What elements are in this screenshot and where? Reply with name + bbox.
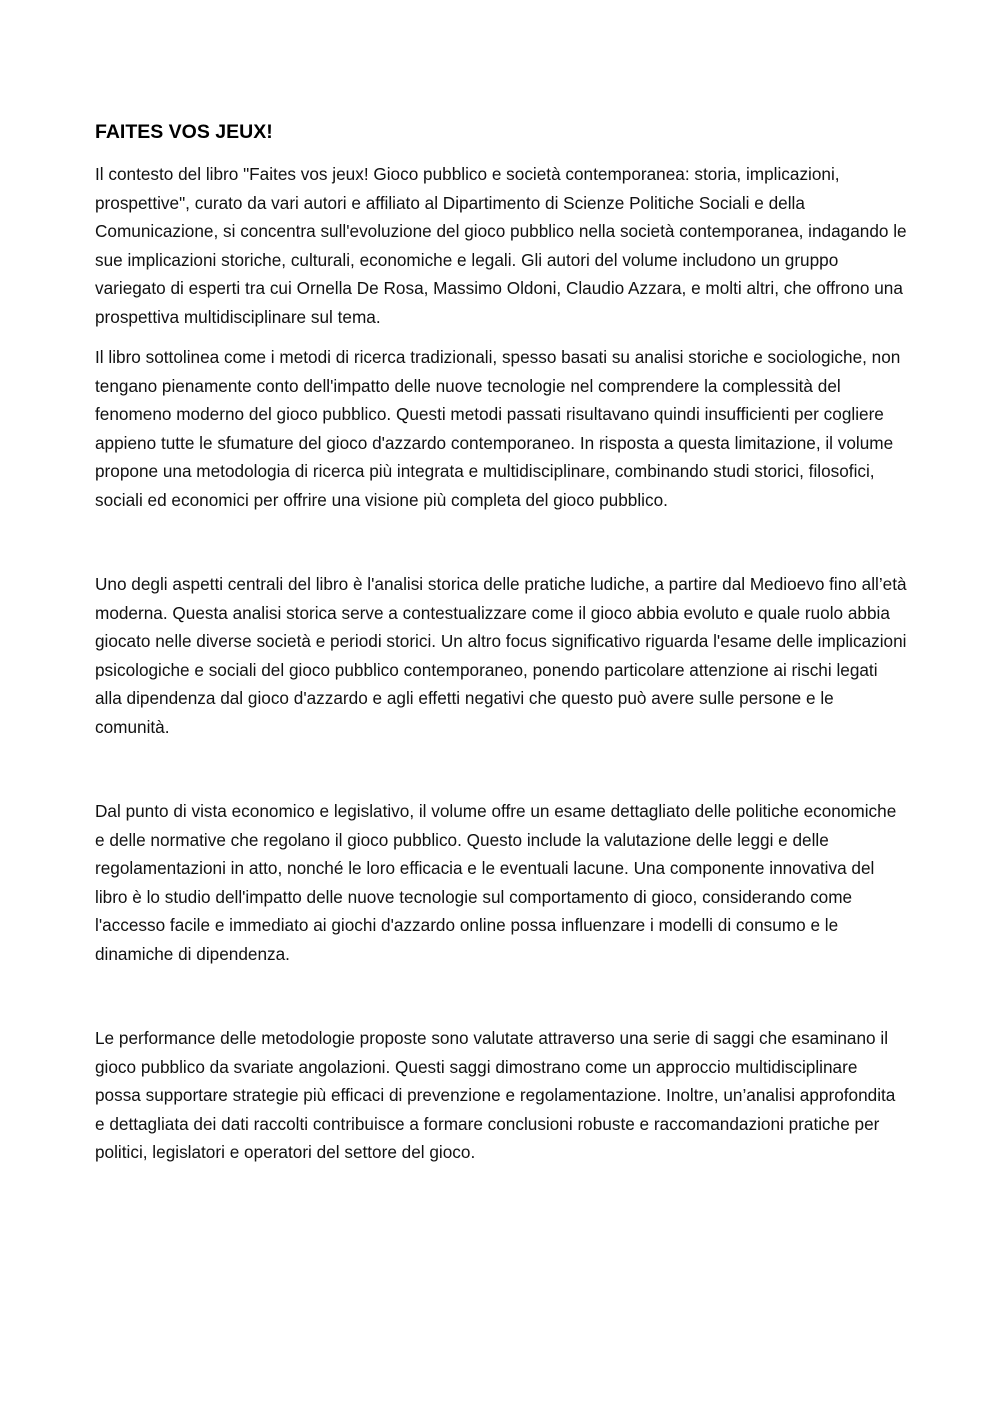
paragraph-spacer: [95, 968, 907, 1024]
document-page: [95, 118, 907, 1167]
paragraph-performance: Le performance delle metodologie proposte sono valutate attraverso una serie di saggi che esaminano il gioco pubblico da svariate angolazioni. Questi saggi dimostrano come un approccio multidisciplinare possa supportare strategie più efficaci di prevenzione e regolamentazione. Inoltre, un’analisi approfondita e dettagliata dei dati raccolti contribuisce a formare conclusioni robuste e raccomandazioni pratiche per politici, legislatori e operatori del settore del gioco.: [95, 1028, 896, 1162]
paragraph-context: Il contesto del libro "Faites vos jeux! Gioco pubblico e società contemporanea: storia, implicazioni, prospettive", curato da vari autori e affiliato al Dipartimento di Scienze Politiche Sociali e della Comunicazione, si concentra sull'evoluzione del gioco pubblico nella società contemporanea, indagando le sue implicazioni storiche, culturali, economiche e legali. Gli autori del volume includono un gruppo variegato di esperti tra cui Ornella De Rosa, Massimo Oldoni, Claudio Azzara, e molti altri, che offrono una prospettiva multidisciplinare sul tema.: [95, 164, 907, 327]
paragraph-economics: Dal punto di vista economico e legislativo, il volume offre un esame dettagliato delle politiche economiche e delle normative che regolano il gioco pubblico. Questo include la valutazione delle leggi e delle regolamentazioni in atto, nonché le loro efficacia e le eventuali lacune. Una componente innovativa del libro è lo studio dell'impatto delle nuove tecnologie sul comportamento di gioco, considerando come l'accesso facile e immediato ai giochi d'azzardo online possa influenzare i modelli di consumo e le dinamiche di dipendenza.: [95, 801, 897, 964]
document-title: FAITES VOS JEUX!: [95, 121, 273, 143]
paragraph-history: Uno degli aspetti centrali del libro è l'analisi storica delle pratiche ludiche, a partire dal Medioevo fino all’età moderna. Questa analisi storica serve a contestualizzare come il gioco abbia evoluto e quale ruolo abbia giocato nelle diverse società e periodi storici. Un altro focus significativo riguarda l'esame delle implicazioni psicologiche e sociali del gioco pubblico contemporaneo, ponendo particolare attenzione ai rischi legati alla dipendenza dal gioco d'azzardo e agli effetti negativi che questo può avere sulle persone e le comunità.: [95, 574, 907, 737]
paragraph-spacer: [95, 514, 907, 570]
paragraph-methods: Il libro sottolinea come i metodi di ricerca tradizionali, spesso basati su analisi storiche e sociologiche, non tengano pienamente conto dell'impatto delle nuove tecnologie nel comprendere la complessità del fenomeno moderno del gioco pubblico. Questi metodi passati risultavano quindi insufficienti per cogliere appieno tutte le sfumature del gioco d'azzardo contemporaneo. In risposta a questa limitazione, il volume propone una metodologia di ricerca più integrata e multidisciplinare, combinando studi storici, filosofici, sociali ed economici per offrire una visione più completa del gioco pubblico.: [95, 347, 901, 510]
paragraph-spacer: [95, 741, 907, 797]
paragraph-spacer: [95, 331, 907, 343]
